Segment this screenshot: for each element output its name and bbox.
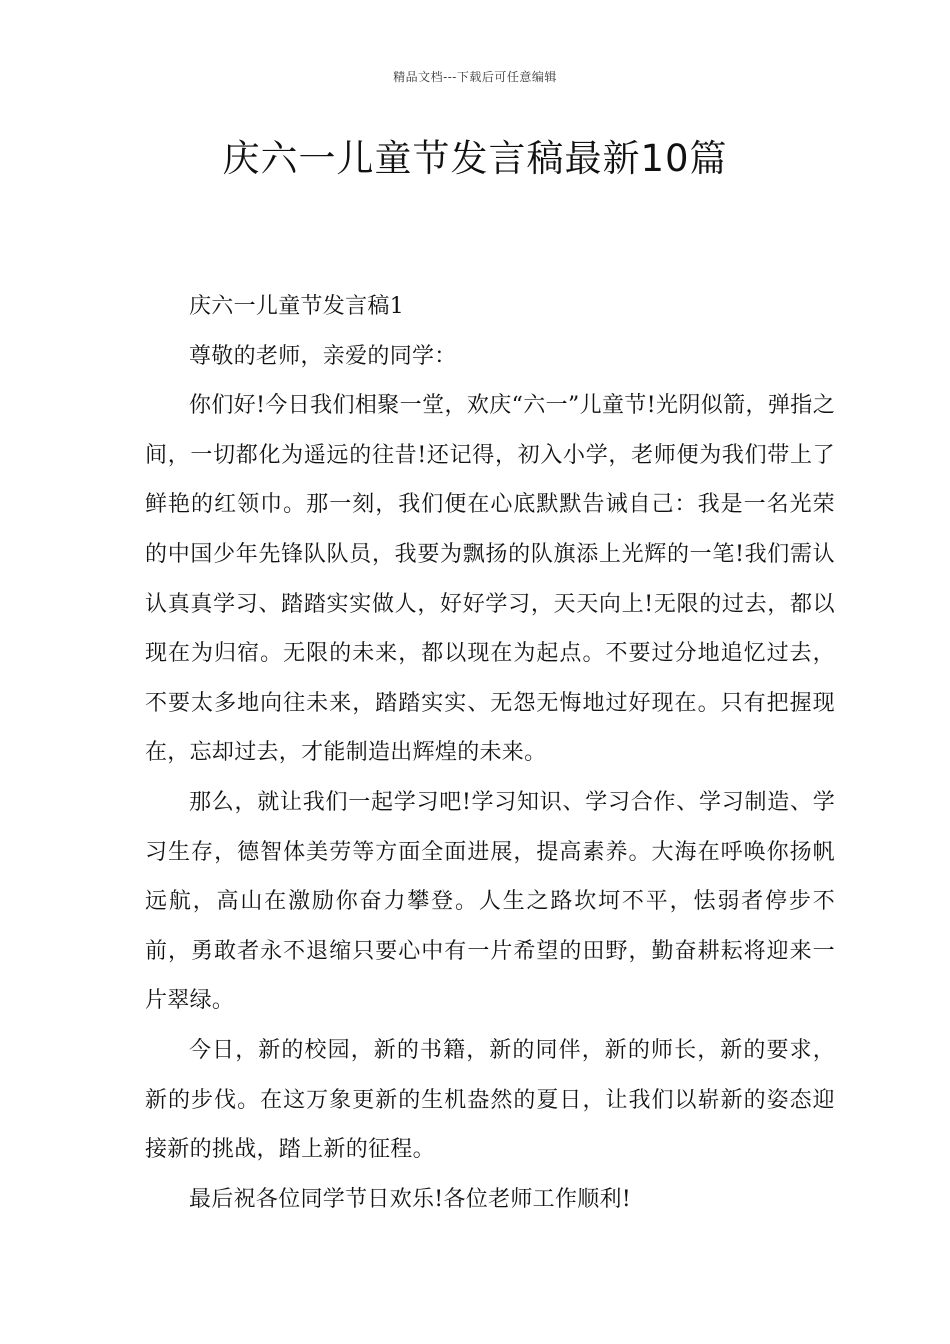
salutation: 尊敬的老师，亲爱的同学： [189, 343, 457, 369]
document-body [145, 282, 835, 1224]
body-paragraph: 你们好!今日我们相聚一堂，欢庆“六一”儿童节!光阴似箭，弹指之间，一切都化为遥远的往昔!还记得，初入小学，老师便为我们带上了鲜艳的红领巾。那一刻，我们便在心底默默告诫自己：我是一名光荣的中国少年先锋队队员，我要为飘扬的队旗添上光辉的一笔!我们需认认真真学习、踏踏实实做人，好好学习，天天向上!无限的过去，都以现在为归宿。无限的未来，都以现在为起点。不要过分地追忆过去，不要太多地向往未来，踏踏实实、无怨无悔地过好现在。只有把握现在，忘却过去，才能制造出辉煌的未来。 [145, 393, 835, 766]
section-heading: 庆六一儿童节发言稿1 [189, 294, 404, 319]
body-paragraph: 那么，就让我们一起学习吧!学习知识、学习合作、学习制造、学习生存，德智体美劳等方面全面进展，提高素养。大海在呼唤你扬帆远航，高山在激励你奋力攀登。人生之路坎坷不平，怯弱者停步不前，勇敢者永不退缩只要心中有一片希望的田野，勤奋耕耘将迎来一片翠绿。 [145, 789, 835, 1014]
body-paragraph: 今日，新的校园，新的书籍，新的同伴，新的师长，新的要求，新的步伐。在这万象更新的生机盎然的夏日，让我们以崭新的姿态迎接新的挑战，踏上新的征程。 [145, 1037, 835, 1163]
closing-paragraph: 最后祝各位同学节日欢乐!各位老师工作顺利! [189, 1186, 631, 1212]
header-note: 精品文档---下载后可任意编辑 [393, 70, 557, 84]
document-title: 庆六一儿童节发言稿最新10篇 [222, 137, 728, 180]
